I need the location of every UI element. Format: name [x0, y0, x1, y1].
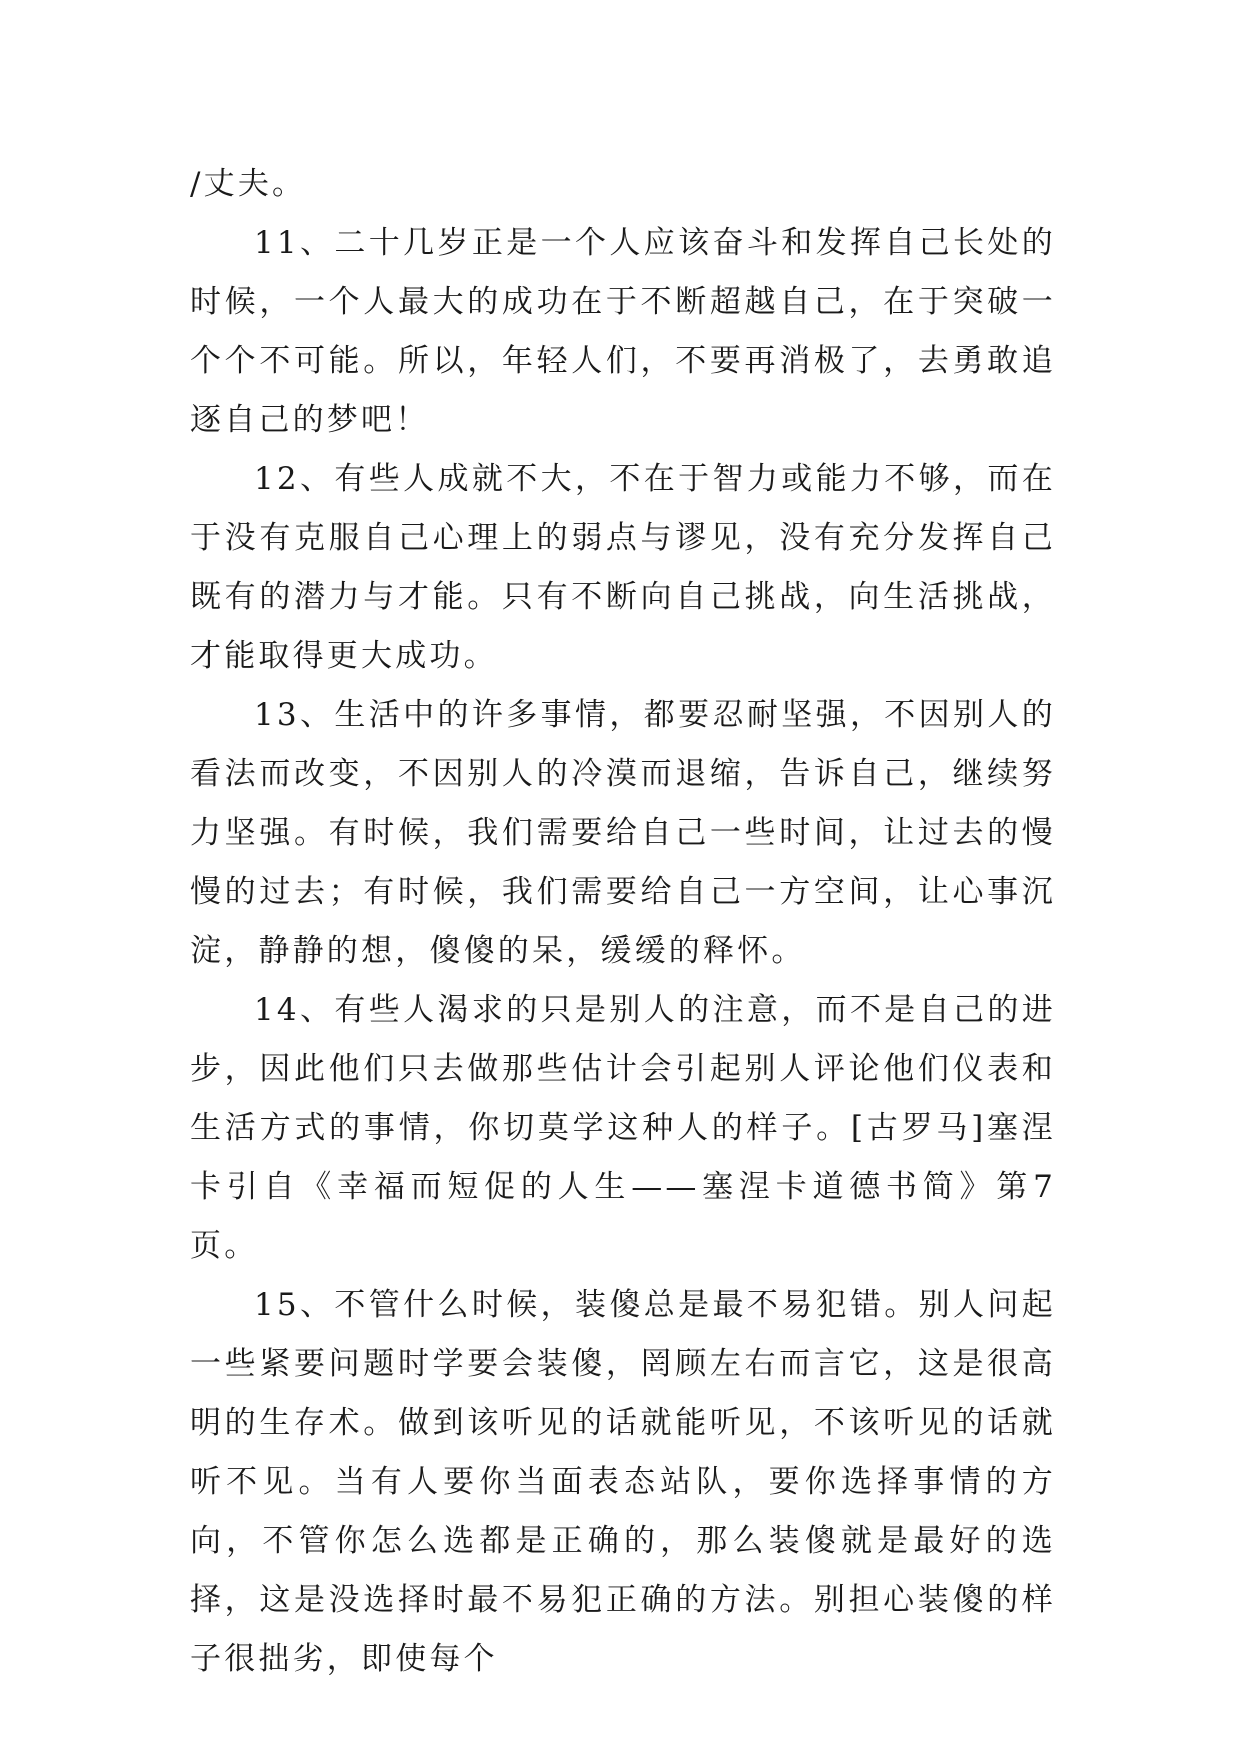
paragraph-13: 13、生活中的许多事情，都要忍耐坚强，不因别人的看法而改变，不因别人的冷漠而退缩，告诉自己，继续努力坚强。有时候，我们需要给自己一些时间，让过去的慢慢的过去；有时候，我们需要给自己一方空间，让心事沉淀，静静的想，傻傻的呆，缓缓的释怀。 [190, 697, 1056, 969]
paragraph-14: 14、有些人渴求的只是别人的注意，而不是自己的进步，因此他们只去做那些估计会引起别人评论他们仪表和生活方式的事情，你切莫学这种人的样子。[古罗马]塞涅卡引自《幸福而短促的人生——塞涅卡道德书简》第7页。 [190, 992, 1056, 1264]
document-page [190, 155, 1056, 1689]
paragraph-15: 15、不管什么时候，装傻总是最不易犯错。别人问起一些紧要问题时学要会装傻，罔顾左右而言它，这是很高明的生存术。做到该听见的话就能听见，不该听见的话就听不见。当有人要你当面表态站队，要你选择事情的方向，不管你怎么选都是正确的，那么装傻就是最好的选择，这是没选择时最不易犯正确的方法。别担心装傻的样子很拙劣，即使每个 [190, 1287, 1056, 1677]
paragraph-continuation: /丈夫。 [190, 166, 307, 202]
paragraph-12: 12、有些人成就不大，不在于智力或能力不够，而在于没有克服自己心理上的弱点与谬见，没有充分发挥自己既有的潜力与才能。只有不断向自己挑战，向生活挑战，才能取得更大成功。 [190, 461, 1056, 674]
paragraph-11: 11、二十几岁正是一个人应该奋斗和发挥自己长处的时候，一个人最大的成功在于不断超越自己，在于突破一个个不可能。所以，年轻人们，不要再消极了，去勇敢追逐自己的梦吧！ [190, 225, 1056, 438]
